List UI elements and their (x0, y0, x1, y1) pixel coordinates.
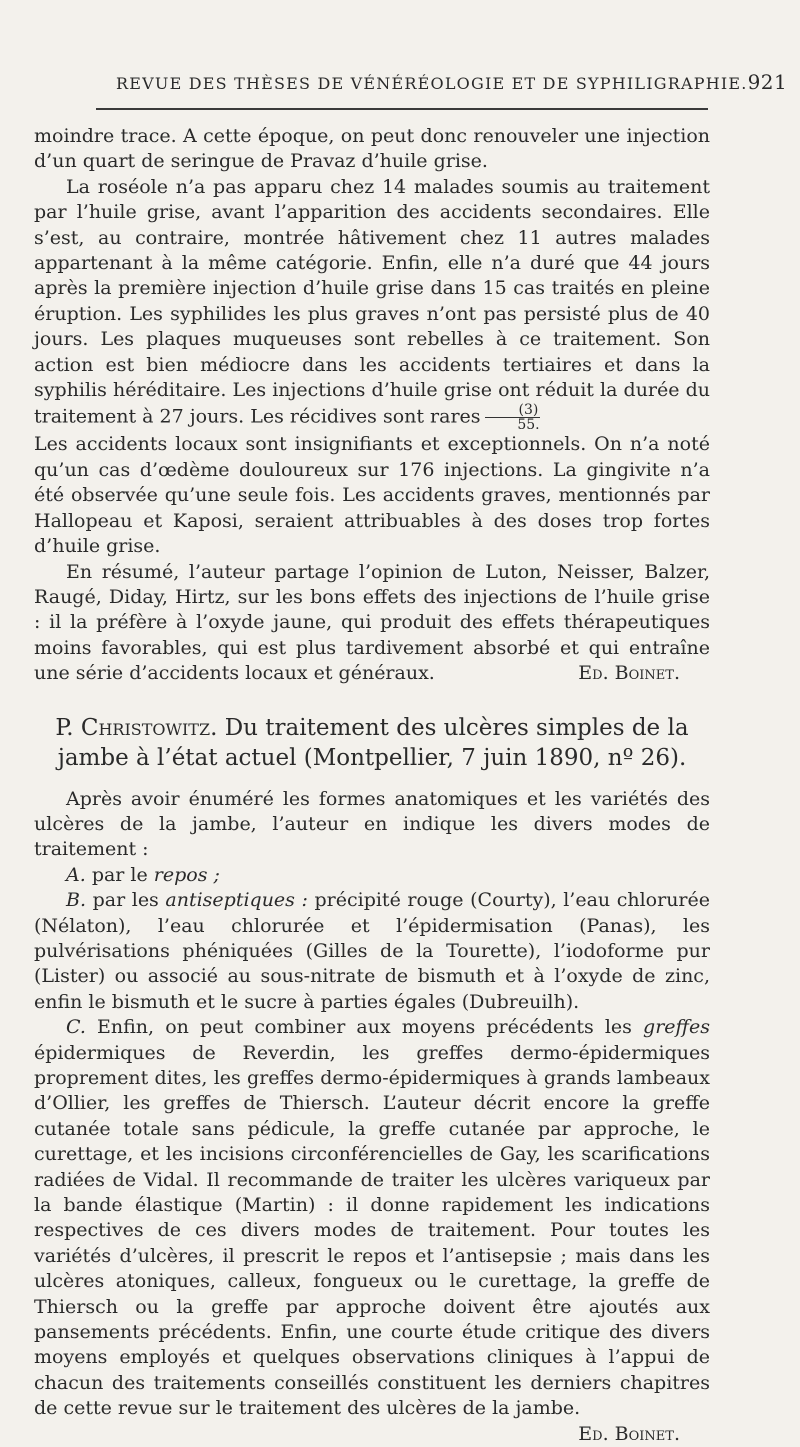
paragraph-roseole-text: La roséole n’a pas apparu chez 14 malades soumis au traitement par l’huile grise, avant l’apparition des accidents secondaires. Elle s’est, au contraire, montrée hâtivement chez 11 autres malades appartenant à la même catégorie. Enfin, elle n’a duré que 44 jours après la première injection d’huile grise dans 15 cas traités en pleine éruption. Les syphilides les plus graves n’ont pas persisté plus de 40 jours. Les plaques muqueuses sont rebelles à ce traitement. Son action est bien médiocre dans les accidents tertiaires et dans la syphilis héréditaire. Les injections d’huile grise ont réduit la durée du traitement à 27 jours. Les récidives sont rares (34, 175, 710, 428)
fraction-denominator: 55. (517, 417, 540, 434)
article-item-a (34, 863, 710, 888)
paragraph-resume (34, 560, 710, 687)
paragraph-continued: moindre trace. A cette époque, on peut donc renouveler une injection d’un quart de seringue de Pravaz d’huile grise. (34, 125, 710, 173)
paragraph-resume-text: En résumé, l’auteur partage l’opinion de Luton, Neisser, Balzer, Raugé, Diday, Hirtz, sur les bons effets des injections de l’huile grise : il la préfère à l’oxyde jaune, qui produit des effets thérapeutiques moins favorables, qui est plus tardivement absorbé et qui entraîne une série d’accidents locaux et généraux. (34, 560, 710, 685)
item-c-italic: greffes (643, 1016, 710, 1039)
fraction-numerator: (3) (485, 403, 541, 418)
article-title (34, 713, 710, 773)
running-header (116, 70, 788, 94)
signature: Ed. Boinet. (578, 662, 680, 685)
article-signature: Ed. Boinet. (578, 1422, 680, 1445)
article-item-c (34, 1015, 710, 1445)
paragraph-roseole (34, 175, 710, 433)
header-rule (96, 108, 708, 110)
item-c-text-pre: Enfin, on peut combiner aux moyens précédents les (97, 1016, 632, 1039)
item-c-text: épidermiques de Reverdin, les greffes dermo-épidermiques proprement dites, les greffes dermo-épidermiques à grands lambeaux d’Ollier, les greffes de Thiersch. L’auteur décrit encore la greffe cutanée totale sans pédicule, la greffe cutanée par approche, le curettage, et les incisions circonférencielles de Gay, les scarifications radiées de Vidal. Il recommande de traiter les ulcères variqueux par la bande élastique (Martin) : il donne rapidement les indications respectives de ces divers modes de traitement. Pour toutes les variétés d’ulcères, il prescrit le repos et l’antisepsie ; mais dans les ulcères atoniques, calleux, fongueux ou le curettage, la greffe de Thiersch ou la greffe par approche doivent être ajoutés aux pansements précédents. Enfin, une courte étude critique des divers moyens employés et quelques observations cliniques à l’appui de chacun des traitements conseillés constituent les derniers chapitres de cette revue sur le traitement des ulcères de la jambe. (34, 1041, 710, 1420)
paragraph-accidents: Les accidents locaux sont insignifiants et exceptionnels. On n’a noté qu’un cas d’œdème douloureux sur 176 injections. La gingivite n’a été observée qu’une seule fois. Les accidents graves, mentionnés par Hallopeau et Kaposi, seraient attribuables à des doses trop fortes d’huile grise. (34, 433, 710, 558)
item-c-label: C. (66, 1016, 86, 1039)
article-author: P. Christowitz. (55, 714, 218, 741)
article-title-text: Du traitement des ulcères simples de la jambe à l’état actuel (Montpellier, 7 juin 1890, nº 26). (57, 714, 689, 771)
item-b-italic: antiseptiques : (165, 889, 308, 912)
item-b-text-pre: par les (92, 889, 159, 912)
item-b-text: précipité rouge (Courty), l’eau chlorurée (Nélaton), l’eau chlorurée et l’épidermisation (Panas), les pulvérisations phéniquées (Gilles de la Tourette), l’iodoforme pur (Lister) ou associé au sous-nitrate de bismuth et à l’oxyde de zinc, enfin le bismuth et le sucre à parties égales (Dubreuilh). (34, 889, 710, 1013)
running-title: REVUE DES THÈSES DE VÉNÉRÉOLOGIE ET DE SYPHILIGRAPHIE. (116, 74, 748, 93)
body-text (34, 124, 710, 1447)
item-a-italic: repos ; (153, 863, 220, 886)
item-a-label: A. (66, 863, 86, 886)
item-b-label: B. (66, 889, 87, 912)
fraction (485, 403, 541, 432)
page-number: 921 (747, 70, 788, 94)
item-a-text: par le (91, 863, 148, 886)
article-item-b (34, 888, 710, 1015)
article-paragraph-intro: Après avoir énuméré les formes anatomiques et les variétés des ulcères de la jambe, l’auteur en indique les divers modes de traitement : (34, 787, 710, 861)
